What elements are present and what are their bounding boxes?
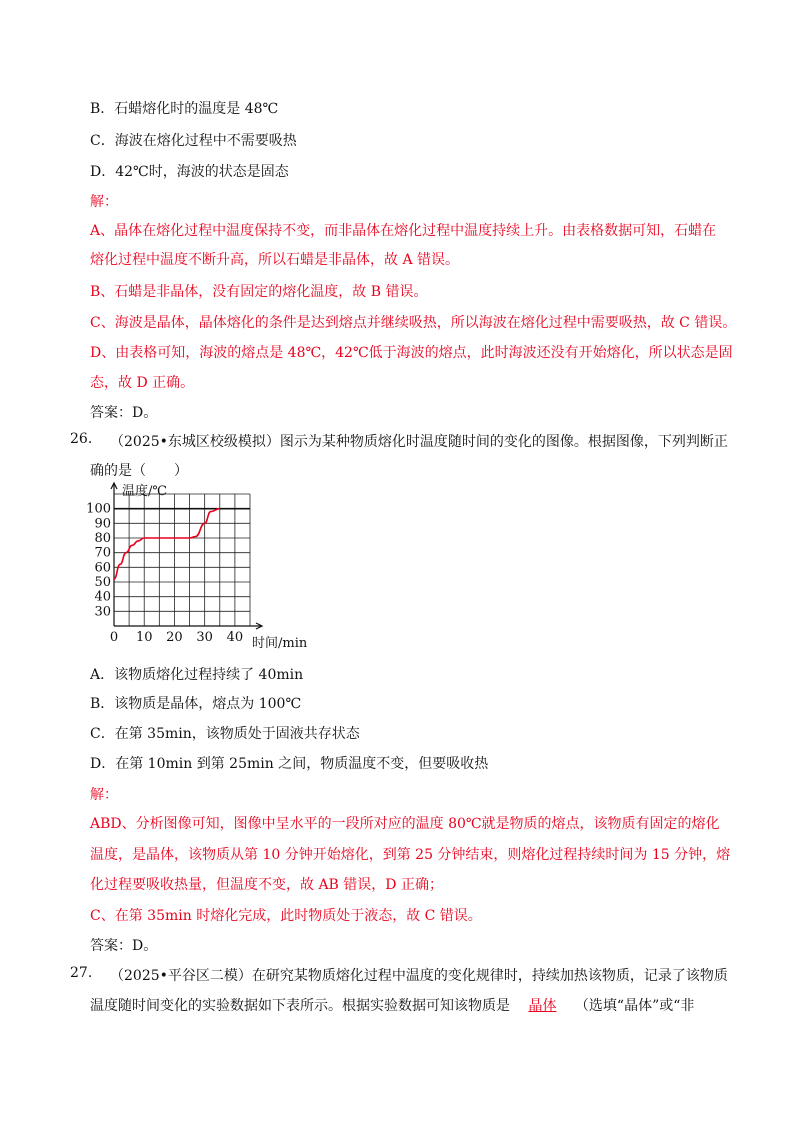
q27-stem-line2 — [90, 995, 694, 1015]
q25-solution-d-line2: 态，故 D 正确。 — [90, 375, 195, 391]
q25-option-c: C．海波在熔化过程中不需要吸热 — [90, 133, 297, 149]
q25-solution-label: 解： — [90, 194, 118, 210]
y-tick-label: 80 — [94, 531, 111, 546]
x-tick-label: 10 — [135, 630, 153, 645]
q26-solution-line2: 温度，是晶体，该物质从第 10 分钟开始熔化，到第 25 分钟结束，则熔化过程持续时间为 15 分钟，熔 — [90, 847, 731, 863]
q26-option-c: C．在第 35min，该物质处于固液共存状态 — [90, 726, 360, 742]
q26-option-b: B．该物质是晶体，熔点为 100℃ — [90, 696, 302, 712]
x-tick-label: 0 — [109, 630, 119, 645]
q26-solution-line4: C、在第 35min 时熔化完成，此时物质处于液态，故 C 错误。 — [90, 908, 482, 924]
q26-solution-line3: 化过程要吸收热量，但温度不变，故 AB 错误，D 正确； — [90, 877, 443, 893]
q25-solution-d-line1: D、由表格可知，海波的熔点是 48℃，42℃低于海波的熔点，此时海波还没有开始熔化，所以状态是固 — [90, 345, 733, 361]
q26-solution-line1: ABD、分析图像可知，图像中呈水平的一段所对应的温度 80℃就是物质的熔点，该物质有固定的熔化 — [90, 816, 720, 832]
q25-answer: 答案：D。 — [90, 405, 158, 421]
q26-option-d: D．在第 10min 到第 25min 之间，物质温度不变，但要吸收热 — [90, 756, 489, 772]
q25-solution-a-line1: A、晶体在熔化过程中温度保持不变，而非晶体在熔化过程中温度持续上升。由表格数据可知，石蜡在 — [90, 223, 717, 239]
y-tick-label: 70 — [94, 545, 111, 561]
q25-option-b: B．石蜡熔化时的温度是 48℃ — [90, 101, 279, 117]
q27-stem-line1: （2025•平谷区二模）在研究某物质熔化过程中温度的变化规律时，持续加热该物质，记录了该物质 — [110, 968, 728, 984]
q27-stem-line2-text: 温度随时间变化的实验数据如下表所示。根据实验数据可知该物质是 — [90, 998, 510, 1014]
chart-axes — [111, 483, 262, 629]
temperature-curve — [114, 509, 220, 579]
x-axis-label: 时间/min — [252, 636, 308, 650]
y-tick-label: 90 — [94, 516, 111, 532]
q25-solution-c: C、海波是晶体，晶体熔化的条件是达到熔点并继续吸热，所以海波在熔化过程中需要吸热，故 C 错误。 — [90, 315, 737, 331]
x-tick-label: 30 — [196, 630, 213, 645]
x-tick-label: 20 — [166, 630, 183, 645]
y-tick-label: 40 — [94, 589, 111, 605]
chart-grid — [114, 494, 250, 626]
q25-solution-b: B、石蜡是非晶体，没有固定的熔化温度，故 B 错误。 — [90, 284, 428, 300]
x-tick-label: 40 — [226, 630, 244, 645]
temperature-time-chart — [80, 480, 340, 650]
q26-option-a: A．该物质熔化过程持续了 40min — [90, 667, 304, 683]
q26-answer: 答案：D。 — [90, 938, 158, 954]
q25-solution-a-line2: 熔化过程中温度不断升高，所以石蜡是非晶体，故 A 错误。 — [90, 252, 460, 268]
q27-number: 27. — [70, 965, 93, 981]
y-tick-label: 30 — [94, 604, 111, 620]
q26-number: 26. — [70, 431, 93, 447]
y-tick-label: 100 — [86, 501, 111, 517]
q26-solution-label: 解： — [90, 787, 118, 803]
q27-answer-blank: 晶体 — [528, 998, 557, 1014]
q26-stem-line2: 确的是（ ） — [90, 463, 188, 479]
q27-stem-line2-tail: （选填“晶体”或“非 — [574, 998, 695, 1014]
q26-stem-line1: （2025•东城区校级模拟）图示为某种物质熔化时温度随时间的变化的图像。根据图像，下列判断正 — [110, 434, 728, 450]
q25-option-d: D．42℃时，海波的状态是固态 — [90, 164, 289, 180]
y-tick-label: 50 — [94, 575, 111, 590]
y-tick-label: 60 — [94, 560, 111, 576]
y-axis-label: 温度/℃ — [122, 484, 167, 499]
